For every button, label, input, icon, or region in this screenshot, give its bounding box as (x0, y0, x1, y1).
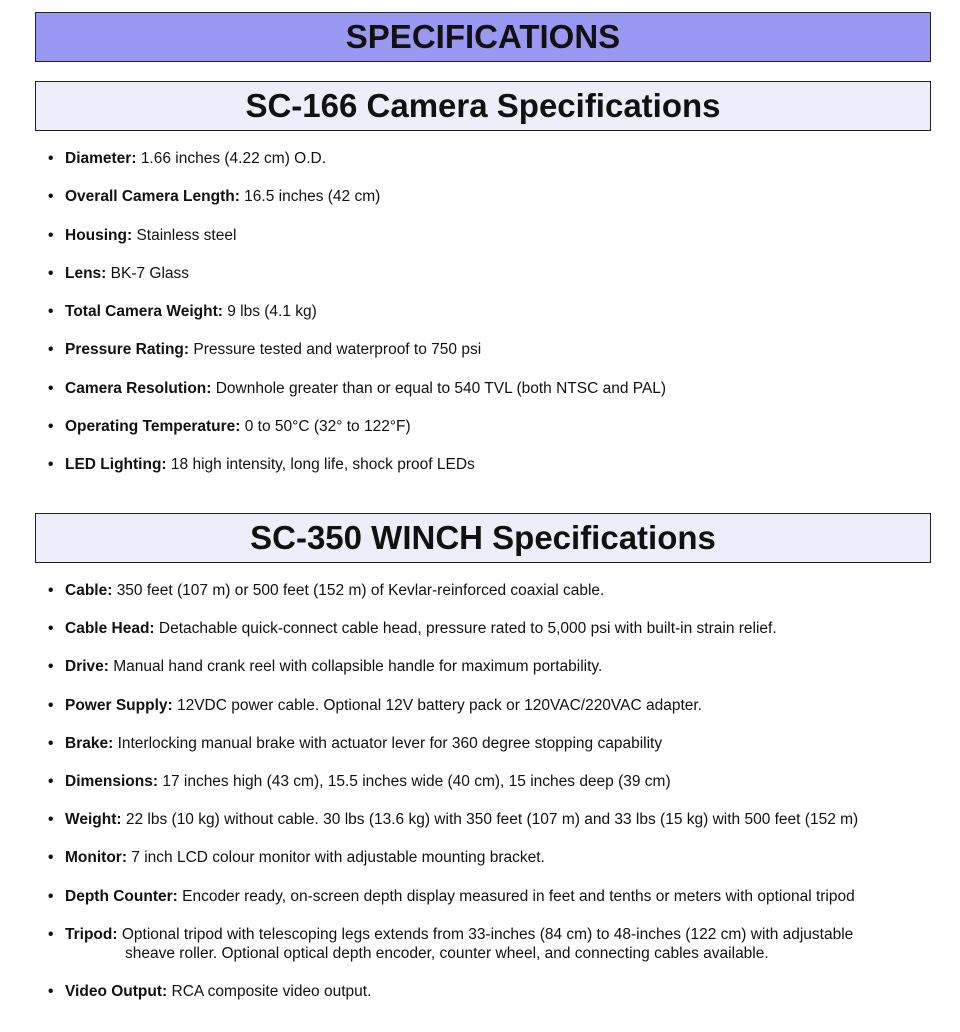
spec-label: Lens: (65, 264, 107, 282)
spec-value: Stainless steel (136, 226, 237, 244)
spec-value: 0 to 50°C (32° to 122°F) (244, 418, 411, 436)
spec-label: Housing: (65, 226, 133, 244)
spec-label: Depth Counter: (65, 887, 178, 905)
camera-section-title: SC-166 Camera Specifications (35, 81, 931, 131)
spec-label: Dimensions: (65, 772, 159, 790)
spec-item (0, 149, 960, 168)
spec-value: 9 lbs (4.1 kg) (227, 303, 317, 321)
spec-label: Brake: (65, 734, 114, 752)
winch-section-title: SC-350 WINCH Specifications (35, 513, 931, 563)
camera-spec-list (0, 149, 960, 494)
spec-label: Camera Resolution: (65, 379, 212, 397)
spec-item (0, 982, 960, 1001)
spec-value: 12VDC power cable. Optional 12V battery pack or 120VAC/220VAC adapter. (176, 696, 702, 714)
spec-value: Encoder ready, on-screen depth display measured in feet and tenths or meters with optional tripod (182, 887, 855, 905)
spec-value: 350 feet (107 m) or 500 feet (152 m) of Kevlar-reinforced coaxial cable. (116, 582, 605, 599)
spec-value: Pressure tested and waterproof to 750 psi (193, 341, 482, 359)
spec-value: 17 inches high (43 cm), 15.5 inches wide (40 cm), 15 inches deep (39 cm) (162, 772, 671, 790)
spec-value: Interlocking manual brake with actuator lever for 360 degree stopping capability (117, 734, 663, 752)
spec-item (0, 619, 960, 638)
spec-item (0, 772, 960, 791)
spec-label: Pressure Rating: (65, 341, 190, 359)
spec-value: Detachable quick-connect cable head, pressure rated to 5,000 psi with built-in strain relief. (158, 620, 777, 638)
spec-value: Optional tripod with telescoping legs extends from 33-inches (84 cm) to 48-inches (122 cm) with adjustable (121, 925, 854, 943)
spec-item (0, 848, 960, 867)
spec-value: Downhole greater than or equal to 540 TVL (both NTSC and PAL) (215, 379, 667, 397)
spec-value: 18 high intensity, long life, shock proof LEDs (170, 456, 475, 474)
spec-item (0, 696, 960, 715)
spec-item (0, 187, 960, 206)
winch-spec-list (0, 581, 960, 1020)
spec-label: LED Lighting: (65, 456, 167, 474)
spec-item (0, 226, 960, 245)
spec-item (0, 734, 960, 753)
spec-item (0, 264, 960, 283)
spec-item (0, 379, 960, 398)
spec-item (0, 581, 960, 600)
spec-value: BK-7 Glass (110, 264, 190, 282)
spec-label: Cable: (65, 582, 113, 599)
spec-label: Monitor: (65, 849, 127, 867)
spec-label: Overall Camera Length: (65, 188, 240, 206)
page-title: SPECIFICATIONS (35, 12, 931, 62)
spec-item (0, 302, 960, 321)
spec-value: Manual hand crank reel with collapsible handle for maximum portability. (113, 658, 603, 676)
spec-label: Drive: (65, 658, 109, 676)
spec-value: 16.5 inches (42 cm) (244, 188, 381, 206)
spec-item (0, 657, 960, 676)
spec-label: Weight: (65, 811, 122, 829)
spec-item (0, 887, 960, 906)
spec-value: 7 inch LCD colour monitor with adjustable mounting bracket. (131, 849, 545, 867)
spec-label: Total Camera Weight: (65, 303, 223, 321)
spec-value: 22 lbs (10 kg) without cable. 30 lbs (13.6 kg) with 350 feet (107 m) and 33 lbs (15 kg) with 500 feet (152 m) (125, 811, 859, 829)
spec-label: Tripod: (65, 925, 118, 943)
spec-label: Video Output: (65, 982, 168, 1000)
spec-value: RCA composite video output. (171, 982, 372, 1000)
spec-item (0, 340, 960, 359)
spec-item (0, 810, 960, 829)
spec-value-continuation: sheave roller. Optional optical depth encoder, counter wheel, and connecting cables available. (125, 944, 769, 962)
spec-item (0, 455, 960, 474)
spec-item (0, 925, 960, 963)
spec-item (0, 417, 960, 436)
spec-label: Power Supply: (65, 696, 173, 714)
spec-label: Cable Head: (65, 620, 155, 638)
spec-label: Diameter: (65, 150, 137, 167)
spec-label: Operating Temperature: (65, 418, 241, 436)
spec-value: 1.66 inches (4.22 cm) O.D. (140, 150, 327, 167)
